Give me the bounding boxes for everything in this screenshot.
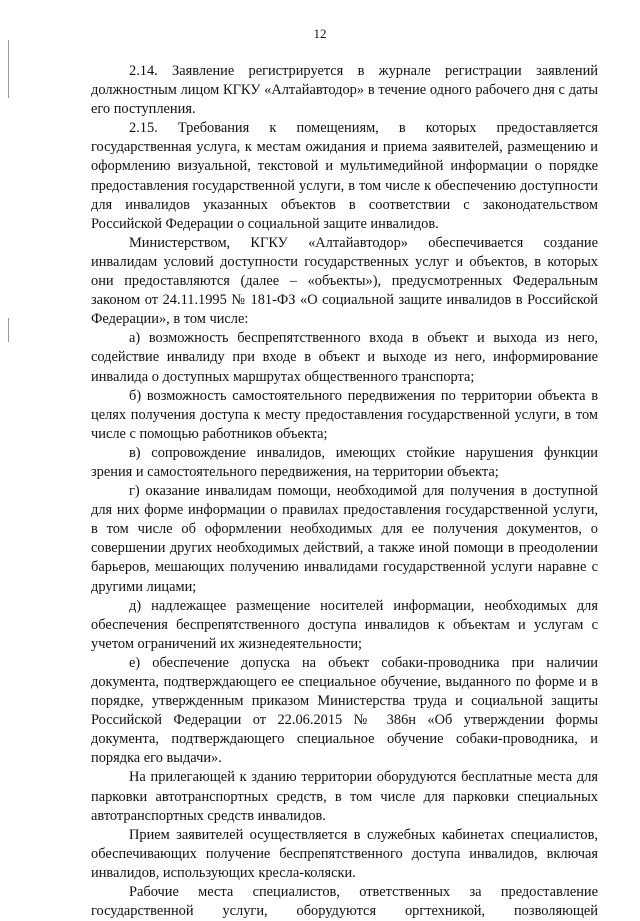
list-item-g: г) оказание инвалидам помощи, необходимой для получения в доступной для них форме информации о правилах предоставления государственной услуги, в том числе об оформлении необходимых для ее получения документов, о совершении других необходимых действий, а также иной помощи в преодолении барьеров, мешающих получению инвалидами государственной услуги наравне с другими лицами; <box>91 483 598 595</box>
paragraph-parking: На прилегающей к зданию территории оборудуются бесплатные места для парковки автотранспортных средств, в том числе для парковки специальных автотранспортных средств инвалидов. <box>91 769 598 824</box>
list-item-d: д) надлежащее размещение носителей информации, необходимых для обеспечения беспрепятственного доступа инвалидов к объектам и услугам с учетом ограничений их жизнедеятельности; <box>91 597 598 652</box>
document-body <box>91 62 598 921</box>
list-item-a: а) возможность беспрепятственного входа в объект и выхода из него, содействие инвалиду при входе в объект и выходе из него, информирование инвалида о доступных маршрутах общественного транспорта; <box>91 330 598 385</box>
paragraph-2-14: 2.14. Заявление регистрируется в журнале регистрации заявлений должностным лицом КГКУ «Алтайавтодор» в течение одного рабочего дня с даты его поступления. <box>91 63 598 118</box>
paragraph-reception: Прием заявителей осуществляется в служебных кабинетах специалистов, обеспечивающих получение беспрепятственного доступа инвалидов, включая инвалидов, использующих кресла-коляски. <box>91 826 598 881</box>
paragraph-2-15: 2.15. Требования к помещениям, в которых предоставляется государственная услуга, к местам ожидания и приема заявителей, размещению и оформлению визуальной, текстовой и мультимедийной информации о порядке предоставления государственной услуги, в том числе к обеспечению доступности для инвалидов указанных объектов в соответствии с законодательством Российской Федерации о социальной защите инвалидов. <box>91 120 598 232</box>
paragraph-accessibility-intro: Министерством, КГКУ «Алтайавтодор» обеспечивается создание инвалидам условий доступности государственных услуг и объектов, в которых они предоставляются (далее – «объекты»), предусмотренных Федеральным законом от 24.11.1995 № 181-ФЗ «О социальной защите инвалидов в Российской Федерации», в том числе: <box>91 234 598 328</box>
scan-edge-mark <box>8 318 9 342</box>
scan-edge-mark <box>8 40 9 98</box>
paragraph-workplaces: Рабочие места специалистов, ответственных за предоставление государственной услуги, оборудуются оргтехникой, позволяющей <box>91 884 598 920</box>
list-item-v: в) сопровождение инвалидов, имеющих стойкие нарушения функции зрения и самостоятельного передвижения, на территории объекта; <box>91 444 598 480</box>
list-item-b: б) возможность самостоятельного передвижения по территории объекта в целях получения доступа к месту предоставления государственной услуги, в том числе с помощью работников объекта; <box>91 387 598 442</box>
page-number: 12 <box>313 26 327 41</box>
list-item-e: е) обеспечение допуска на объект собаки-проводника при наличии документа, подтверждающего ее специальное обучение, выданного по форме и в порядке, утвержденным приказом Министерства труда и социальной защиты Российской Федерации от 22.06.2015 № 386н «Об утверждении формы документа, подтверждающего специальное обучение собаки-проводника, и порядка его выдачи». <box>91 654 598 767</box>
